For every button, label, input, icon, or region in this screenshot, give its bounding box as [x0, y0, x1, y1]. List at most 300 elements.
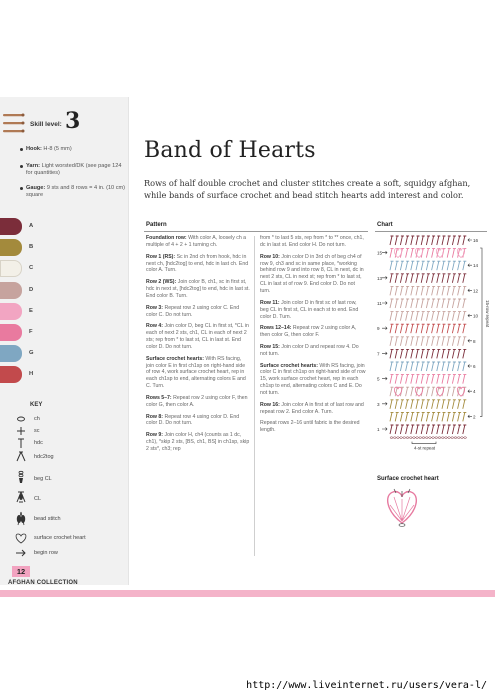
- chart-stitch: [411, 312, 415, 321]
- row-direction-arrow: [382, 251, 387, 254]
- chart-stitch: [411, 387, 415, 396]
- chart-stitch: [447, 400, 451, 409]
- chart-stitch: [395, 236, 399, 245]
- chart-row-label: 2: [473, 414, 476, 420]
- chart-stitch: [447, 299, 451, 308]
- chart-stitch: [421, 312, 425, 321]
- chart-stitch: [426, 324, 430, 333]
- chart-stitch: [395, 312, 399, 321]
- row-text: With RS facing, join color E in first ch1sp on right-hand side of row 4, work surface crochet heart, rep in each ch1sp to end, alternating colors E and C. Turn.: [146, 355, 246, 390]
- chart-stitch: [426, 412, 430, 421]
- chart-stitch: [421, 337, 425, 346]
- chart-chain: [403, 437, 406, 439]
- row-label: Row 16:: [260, 401, 280, 408]
- chart-stitch: [442, 286, 446, 295]
- chart-stitch: [395, 400, 399, 409]
- chart-stitch: [406, 349, 410, 358]
- pattern-instruction: [260, 300, 366, 321]
- bead-stitch-icon: [14, 511, 28, 526]
- row-direction-arrow: [468, 239, 472, 242]
- row-text: Repeat row 2 using color A, then color G, then color F.: [260, 325, 357, 339]
- row-label: Surface crochet hearts:: [146, 355, 204, 362]
- chart-stitch: [452, 387, 456, 396]
- chart-stitch: [437, 375, 441, 384]
- chart-stitch: [463, 400, 467, 409]
- row-direction-arrow: [382, 428, 387, 431]
- chart-stitch: [432, 425, 436, 434]
- row-label: Surface crochet hearts:: [260, 362, 318, 369]
- color-letter: A: [29, 223, 34, 229]
- chart-row-label: 9: [377, 326, 380, 332]
- chart-stitch: [406, 286, 410, 295]
- pattern-instruction: [146, 235, 250, 249]
- row-label: Rows 5–7:: [146, 394, 172, 401]
- color-swatch-f: [0, 324, 22, 341]
- row-label: Row 15:: [260, 343, 280, 350]
- chart-stitch: [432, 236, 436, 245]
- row-direction-arrow: [468, 415, 472, 418]
- chart-stitch: [400, 400, 404, 409]
- page-number: 12: [12, 566, 30, 577]
- chart-stitch: [432, 400, 436, 409]
- key-label: sc: [34, 428, 40, 434]
- chart-stitch: [406, 362, 410, 371]
- chart-stitch: [452, 425, 456, 434]
- hook-info: Hook: H-8 (5 mm): [26, 146, 126, 153]
- key-label: hdc2tog: [34, 454, 54, 460]
- chart-stitch: [416, 425, 420, 434]
- chart-stitch: [432, 261, 436, 270]
- repeat-label: 4-st repeat: [414, 445, 435, 451]
- pattern-instruction: [260, 325, 366, 339]
- collection-title: AFGHAN COLLECTION: [8, 580, 78, 586]
- chart-stitch: [416, 400, 420, 409]
- chart-stitch: [406, 375, 410, 384]
- chart-stitch: [406, 274, 410, 283]
- row-label: Row 9:: [146, 432, 164, 439]
- chart-stitch: [437, 261, 441, 270]
- chart-stitch: [411, 299, 415, 308]
- hdc2tog-icon: [14, 450, 28, 462]
- row-label: Row 2 (WS):: [146, 279, 177, 286]
- chart-stitch: [452, 337, 456, 346]
- row-label: Row 3:: [146, 304, 164, 311]
- sc-icon: [14, 425, 28, 437]
- chart-stitch: [452, 261, 456, 270]
- chart-stitch: [452, 312, 456, 321]
- chart-stitch: [447, 312, 451, 321]
- chart-stitch: [421, 286, 425, 295]
- chart-stitch: [400, 274, 404, 283]
- chart-stitch: [426, 349, 430, 358]
- chart-stitch: [395, 362, 399, 371]
- chart-chain: [451, 437, 454, 439]
- chart-stitch: [416, 286, 420, 295]
- chart-stitch: [421, 236, 425, 245]
- chart-stitch: [463, 274, 467, 283]
- row-text: With RS facing, join color C in first ch1sp on right-hand side of row 15, work surface crochet heart, rep in each ch1sp to end, alternating colors C and E. Do not turn.: [260, 362, 366, 397]
- row-text: Repeat rows 2–16 until fabric is the desired length.: [260, 420, 360, 434]
- chart-stitch: [411, 412, 415, 421]
- page-title: Band of Hearts: [144, 138, 316, 163]
- pattern-instruction: [146, 356, 250, 391]
- key-label: beg CL: [34, 476, 52, 482]
- bullet-icon: [20, 148, 23, 151]
- chart-stitch: [458, 274, 462, 283]
- intro-text: Rows of half double crochet and cluster stitches create a soft, squidgy afghan, while bands of surface crochet and bead stitch hearts add interest and color.: [144, 178, 471, 200]
- chart-stitch: [426, 312, 430, 321]
- pattern-instruction: [146, 395, 250, 409]
- chart-stitch: [442, 425, 446, 434]
- chart-stitch: [421, 249, 425, 258]
- chart-stitch: [411, 349, 415, 358]
- chart-stitch: [447, 425, 451, 434]
- chart-stitch: [390, 299, 394, 308]
- chart-stitch: [458, 400, 462, 409]
- chart-stitch: [463, 312, 467, 321]
- row-direction-arrow: [382, 402, 387, 405]
- chart-stitch: [463, 236, 467, 245]
- chart-chain: [422, 437, 425, 439]
- chart-stitch: [411, 261, 415, 270]
- stitch-chart: [376, 232, 488, 457]
- chart-stitch: [411, 249, 415, 258]
- pattern-column-2: [260, 235, 366, 439]
- chart-stitch: [442, 349, 446, 358]
- chart-stitch: [463, 261, 467, 270]
- chart-stitch: [447, 261, 451, 270]
- chart-stitch: [421, 362, 425, 371]
- chart-stitch: [442, 324, 446, 333]
- chart-stitch: [421, 274, 425, 283]
- row-text: Join color A in first st of last row and repeat row 2. End color A. Turn.: [260, 401, 364, 415]
- row-text: Join color D and repeat row 4. Do not turn.: [260, 343, 359, 357]
- bullet-icon: [20, 165, 23, 168]
- chart-chain: [441, 437, 444, 439]
- chart-stitch: [416, 261, 420, 270]
- key-label: bead stitch: [34, 516, 61, 522]
- chart-stitch: [426, 375, 430, 384]
- chart-stitch: [458, 349, 462, 358]
- chart-stitch: [421, 400, 425, 409]
- chart-stitch: [452, 349, 456, 358]
- chart-stitch: [463, 375, 467, 384]
- chart-chain: [435, 437, 438, 439]
- chart-stitch: [463, 286, 467, 295]
- row-direction-arrow: [468, 314, 472, 317]
- chart-stitch: [458, 299, 462, 308]
- chart-stitch: [416, 299, 420, 308]
- chart-stitch: [390, 375, 394, 384]
- chart-stitch: [432, 324, 436, 333]
- chart-chain: [432, 437, 435, 439]
- begin-row-icon: [14, 547, 28, 559]
- row-text: Sc in 2nd ch from hook, hdc in next ch, [hdc2tog] to end, hdc in last ch. End color A. Turn.: [146, 253, 249, 274]
- key-label: CL: [34, 496, 42, 502]
- chart-stitch: [426, 249, 430, 258]
- chart-row-label: 16: [473, 238, 479, 243]
- chart-stitch: [452, 412, 456, 421]
- chart-row-label: 1: [377, 427, 380, 432]
- chart-stitch: [447, 286, 451, 295]
- pattern-instruction: [260, 235, 366, 249]
- chart-stitch: [452, 400, 456, 409]
- chart-stitch: [395, 299, 399, 308]
- pattern-column-1: [146, 235, 250, 458]
- chart-stitch: [421, 324, 425, 333]
- row-direction-arrow: [468, 365, 472, 368]
- chart-stitch: [432, 362, 436, 371]
- chart-stitch: [395, 261, 399, 270]
- chart-stitch: [406, 324, 410, 333]
- hdc-icon: [14, 437, 28, 449]
- chart-stitch: [442, 375, 446, 384]
- chart-stitch: [463, 425, 467, 434]
- chart-stitch: [390, 412, 394, 421]
- chart-stitch: [390, 387, 394, 396]
- chart-stitch: [442, 400, 446, 409]
- crochet-hook-icon: [3, 109, 25, 137]
- chart-stitch: [432, 299, 436, 308]
- chart-stitch: [432, 375, 436, 384]
- chart-stitch: [416, 236, 420, 245]
- color-letter: D: [29, 286, 34, 293]
- chart-stitch: [452, 236, 456, 245]
- chart-stitch: [411, 425, 415, 434]
- chart-stitch: [426, 400, 430, 409]
- chart-stitch: [447, 387, 451, 396]
- chart-stitch: [452, 299, 456, 308]
- row-direction-arrow: [382, 352, 387, 355]
- chart-row-label: 12: [473, 288, 479, 294]
- chart-stitch: [452, 362, 456, 371]
- row-direction-arrow: [382, 377, 387, 380]
- chart-stitch: [416, 362, 420, 371]
- chart-stitch: [390, 261, 394, 270]
- chart-row-label: 8: [473, 338, 476, 344]
- chart-stitch: [463, 412, 467, 421]
- chart-chain: [397, 437, 400, 439]
- chart-stitch: [463, 337, 467, 346]
- chart-stitch: [416, 337, 420, 346]
- row-text: Join color H, ch4 (counts as 1 dc, ch1), *skip 2 sts, [BS, ch1, BS] in ch1sp, skip 2 sts*, ch3; rep: [146, 432, 250, 452]
- chart-stitch: [437, 337, 441, 346]
- pattern-instruction: [260, 344, 366, 358]
- color-letter: E: [29, 307, 33, 314]
- chart-stitch: [452, 286, 456, 295]
- chart-chain: [448, 437, 451, 439]
- chart-stitch: [395, 286, 399, 295]
- key-label: hdc: [34, 440, 43, 446]
- color-swatch-h: [0, 366, 22, 383]
- chart-stitch: [406, 337, 410, 346]
- row-direction-arrow: [382, 302, 387, 305]
- chart-stitch: [426, 337, 430, 346]
- pattern-instruction: [260, 363, 366, 398]
- chart-stitch: [432, 286, 436, 295]
- chart-stitch: [426, 236, 430, 245]
- chart-stitch: [395, 337, 399, 346]
- chart-chain: [406, 437, 409, 439]
- chart-row-label: 15: [377, 250, 383, 256]
- chart-stitch: [400, 236, 404, 245]
- bullet-icon: [20, 187, 23, 190]
- chart-stitch: [411, 362, 415, 371]
- surface-crochet-heart-diagram: [382, 485, 422, 527]
- column-divider: [254, 236, 255, 556]
- color-letter: B: [29, 244, 34, 251]
- chart-chain: [393, 437, 396, 439]
- chart-stitch: [400, 375, 404, 384]
- chart-stitch: [400, 286, 404, 295]
- pattern-instruction: [260, 420, 366, 434]
- chart-stitch: [463, 362, 467, 371]
- chart-stitch: [458, 312, 462, 321]
- chart-stitch: [437, 286, 441, 295]
- chart-stitch: [426, 362, 430, 371]
- chart-stitch: [400, 337, 404, 346]
- chart-stitch: [437, 425, 441, 434]
- chart-stitch: [426, 274, 430, 283]
- color-letter: C: [29, 265, 34, 272]
- chart-stitch: [416, 312, 420, 321]
- cl-icon: [14, 490, 28, 502]
- color-swatch-e: [0, 303, 22, 320]
- chart-stitch: [437, 400, 441, 409]
- row-text: Repeat row 2 using color F, then color G, then color A.: [146, 394, 248, 408]
- row-direction-arrow: [468, 390, 472, 393]
- chart-stitch: [447, 249, 451, 258]
- row-label: Row 4:: [146, 323, 164, 330]
- chart-stitch: [416, 412, 420, 421]
- chart-stitch: [437, 349, 441, 358]
- chart-stitch: [421, 349, 425, 358]
- gauge-info: Gauge: 9 sts and 8 rows = 4 in. (10 cm) square: [26, 185, 126, 200]
- row-text: from * to last 5 sts, rep from * to ** once, ch1, dc in last st. End color H. Do not turn.: [260, 235, 364, 248]
- row-text: Join color D in 3rd ch of beg ch4 of row 9, ch3 and sc in same place, *working behind row 9 and into row 8, CL in next, dc in next 2 sts, CL in next st; rep from * to last st, CL in last st of row 9. End color D. Do not turn.: [260, 253, 364, 295]
- chart-stitch: [442, 299, 446, 308]
- chart-stitch: [458, 286, 462, 295]
- color-swatch-a: [0, 218, 22, 235]
- chart-stitch: [390, 362, 394, 371]
- key-label: ch: [34, 416, 40, 422]
- chart-chain: [454, 437, 457, 439]
- chart-stitch: [437, 362, 441, 371]
- chart-stitch: [442, 274, 446, 283]
- chart-stitch: [390, 286, 394, 295]
- chart-stitch: [400, 362, 404, 371]
- chart-chain: [464, 437, 467, 439]
- chart-stitch: [400, 261, 404, 270]
- chart-chain: [416, 437, 419, 439]
- chart-stitch: [395, 375, 399, 384]
- row-direction-arrow: [468, 339, 472, 342]
- chart-stitch: [426, 425, 430, 434]
- pattern-instruction: [146, 414, 250, 428]
- chart-stitch: [458, 261, 462, 270]
- color-letter: G: [29, 350, 34, 357]
- chart-stitch: [406, 249, 410, 258]
- chart-stitch: [458, 324, 462, 333]
- pattern-instruction: [260, 254, 366, 296]
- chart-stitch: [390, 312, 394, 321]
- chart-chain: [429, 437, 432, 439]
- key-title: KEY: [30, 402, 43, 408]
- chart-chain: [419, 437, 422, 439]
- chart-stitch: [411, 324, 415, 333]
- row-text: Join color D, beg CL in first st, *CL in each of next 2 sts, ch1, CL in each of next 2 sts; rep from * to last st, CL in last st. End color D. Do not turn.: [146, 323, 249, 350]
- heart-caption: Surface crochet heart: [377, 476, 439, 482]
- chart-stitch: [395, 425, 399, 434]
- chart-stitch: [400, 299, 404, 308]
- chart-stitch: [426, 286, 430, 295]
- chart-stitch: [411, 375, 415, 384]
- row-direction-arrow: [382, 327, 387, 330]
- chart-stitch: [395, 349, 399, 358]
- chart-stitch: [400, 312, 404, 321]
- chart-row-label: 14: [473, 263, 479, 269]
- chart-row-label: 10: [473, 313, 479, 319]
- chart-stitch: [416, 324, 420, 333]
- chart-stitch: [442, 337, 446, 346]
- chart-chain: [457, 437, 460, 439]
- yarn-info: Yarn: Light worsted/DK (see page 124 for quantities): [26, 163, 126, 178]
- row-text: Join color D in first sc of last row, beg CL in first st, CL in each st to end. End color D. Turn.: [260, 299, 359, 320]
- chart-stitch: [432, 349, 436, 358]
- chart-stitch: [437, 412, 441, 421]
- chart-chain: [390, 437, 393, 439]
- chart-stitch: [463, 349, 467, 358]
- skill-level-value: 3: [65, 108, 81, 134]
- chart-stitch: [437, 324, 441, 333]
- ch-icon: [14, 413, 28, 425]
- pattern-rule: [144, 231, 368, 232]
- row-text: Repeat row 4 using color D. End color D. Do not turn.: [146, 413, 240, 427]
- chart-stitch: [442, 236, 446, 245]
- row-text: Join color B, ch1, sc in first st, hdc in next st, [hdc2tog] to end, hdc in last st. End color B. Turn.: [146, 279, 250, 299]
- chart-stitch: [432, 249, 436, 258]
- chart-chain: [413, 437, 416, 439]
- pattern-instruction: [146, 254, 250, 275]
- chart-stitch: [406, 400, 410, 409]
- chart-stitch: [447, 324, 451, 333]
- chart-stitch: [432, 312, 436, 321]
- chart-stitch: [406, 412, 410, 421]
- color-swatch-g: [0, 345, 22, 362]
- chart-stitch: [458, 362, 462, 371]
- row-label: Row 8:: [146, 413, 164, 420]
- chart-stitch: [426, 261, 430, 270]
- pattern-instruction: [146, 323, 250, 351]
- chart-stitch: [390, 425, 394, 434]
- chart-stitch: [421, 299, 425, 308]
- color-letter: F: [29, 329, 33, 335]
- chart-stitch: [411, 286, 415, 295]
- chart-stitch: [432, 387, 436, 396]
- color-letter: H: [29, 371, 34, 378]
- chart-stitch: [390, 400, 394, 409]
- chart-stitch: [447, 362, 451, 371]
- pattern-instruction: [146, 279, 250, 300]
- chart-stitch: [390, 324, 394, 333]
- chart-chain: [445, 437, 448, 439]
- chart-stitch: [395, 274, 399, 283]
- chart-stitch: [463, 299, 467, 308]
- chart-stitch: [406, 261, 410, 270]
- chart-stitch: [437, 299, 441, 308]
- chart-stitch: [437, 274, 441, 283]
- row-label: Row 11:: [260, 299, 280, 306]
